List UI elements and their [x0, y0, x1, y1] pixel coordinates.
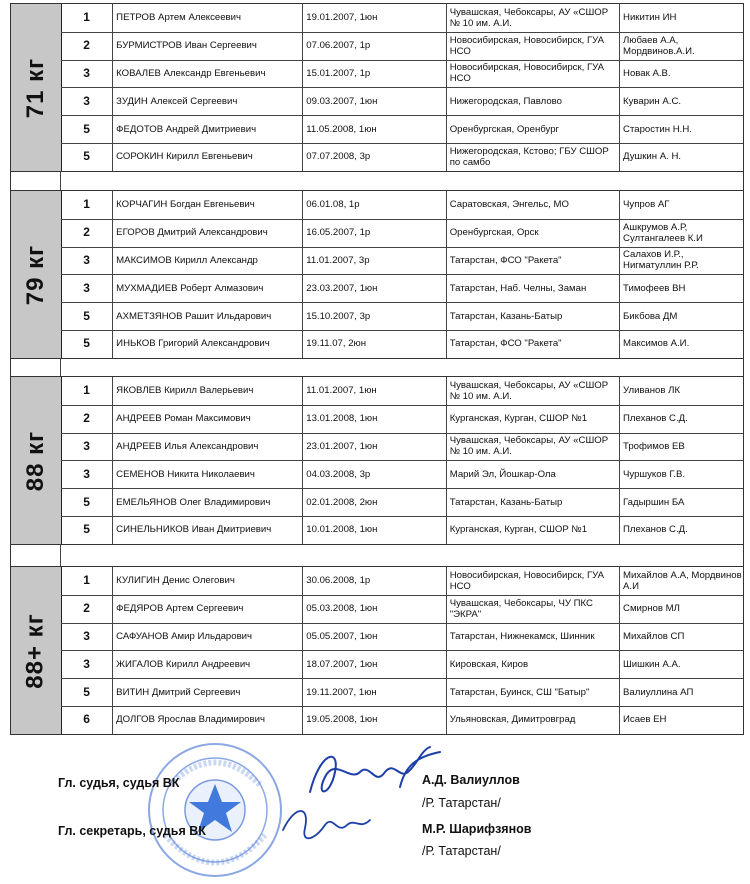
table-row: [61, 567, 743, 596]
weight-category-block: [10, 3, 744, 172]
dob-cell: 02.01.2008, 2юн: [303, 488, 446, 516]
weight-category-label: [11, 4, 62, 171]
table-row: [61, 143, 743, 171]
table-row: [61, 516, 743, 544]
name-cell: ЖИГАЛОВ Кирилл Андреевич: [113, 650, 303, 678]
region-cell: Оренбургская, Орск: [447, 219, 620, 247]
table-row: [61, 623, 743, 652]
secretary-signature: [275, 800, 385, 850]
place-cell: 3: [61, 623, 113, 651]
name-cell: МАКСИМОВ Кирилл Александр: [113, 247, 303, 275]
table-row: [61, 650, 743, 679]
name-cell: ИНЬКОВ Григорий Александрович: [113, 330, 303, 358]
name-cell: КОРЧАГИН Богдан Евгеньевич: [113, 191, 303, 219]
chief-judge-region: /Р. Татарстан/: [422, 796, 501, 810]
block-spacer: [10, 544, 744, 566]
coach-cell: Чупров АГ: [623, 199, 670, 211]
coach-cell: Валиуллина АП: [623, 686, 694, 698]
dob-cell: 19.05.2008, 1юн: [303, 706, 446, 734]
dob-cell: 23.03.2007, 1юн: [303, 274, 446, 302]
place-cell: 3: [61, 460, 113, 488]
region-cell: Чувашская, Чебоксары, АУ «СШОР № 10 им. А.И.: [447, 433, 620, 461]
region-cell: Татарстан, Нижнекамск, Шинник: [447, 623, 620, 651]
dob-cell: 19.11.2007, 1юн: [303, 678, 446, 706]
region-cell: Нижегородская, Кстово; ГБУ СШОР по самбо: [447, 143, 620, 171]
coach-cell: Любаев А.А, Мордвинов.А.И.: [623, 34, 695, 57]
name-cell: АХМЕТЗЯНОВ Рашит Ильдарович: [113, 302, 303, 330]
region-cell: Чувашская, Чебоксары, АУ «СШОР № 10 им. А.И.: [447, 4, 620, 32]
coach-cell: Куварин А.С.: [623, 95, 682, 107]
coach-cell: Исаев ЕН: [623, 714, 667, 726]
weight-category-label: [11, 191, 62, 358]
coach-cell: Новак А.В.: [623, 67, 671, 79]
name-cell: КУЛИГИН Денис Олегович: [113, 567, 303, 595]
name-cell: ВИТИН Дмитрий Сергеевич: [113, 678, 303, 706]
dob-cell: 05.05.2007, 1юн: [303, 623, 446, 651]
region-cell: Татарстан, ФСО "Ракета": [447, 247, 620, 275]
organization-stamp: [140, 740, 290, 880]
weight-category-block: [10, 566, 744, 735]
table-row: [61, 595, 743, 624]
dob-cell: 19.01.2007, 1юн: [303, 4, 446, 32]
name-cell: ФЕДЯРОВ Артем Сергеевич: [113, 595, 303, 623]
place-cell: 5: [61, 330, 113, 358]
table-row: [61, 302, 743, 331]
place-cell: 1: [61, 377, 113, 405]
place-cell: 5: [61, 143, 113, 171]
table-row: [61, 433, 743, 462]
coach-cell: Тимофеев ВН: [623, 282, 686, 294]
table-row: [61, 330, 743, 358]
place-cell: 3: [61, 433, 113, 461]
place-cell: 2: [61, 405, 113, 433]
dob-cell: 07.07.2008, 3р: [303, 143, 446, 171]
dob-cell: 11.01.2007, 3р: [303, 247, 446, 275]
coach-cell: Уливанов ЛК: [623, 385, 681, 397]
place-cell: 5: [61, 302, 113, 330]
dob-cell: 06.01.08, 1р: [303, 191, 446, 219]
name-cell: СЕМЕНОВ Никита Николаевич: [113, 460, 303, 488]
place-cell: 5: [61, 488, 113, 516]
region-cell: Татарстан, ФСО "Ракета": [447, 330, 620, 358]
weight-category-text: 88+ кг: [22, 612, 50, 689]
coach-cell: Чуршуков Г.В.: [623, 468, 686, 480]
name-cell: ПЕТРОВ Артем Алексеевич: [113, 4, 303, 32]
name-cell: СОРОКИН Кирилл Евгеньевич: [113, 143, 303, 171]
name-cell: КОВАЛЕВ Александр Евгеньевич: [113, 60, 303, 88]
dob-cell: 13.01.2008, 1юн: [303, 405, 446, 433]
name-cell: АНДРЕЕВ Роман Максимович: [113, 405, 303, 433]
place-cell: 2: [61, 219, 113, 247]
name-cell: ЯКОВЛЕВ Кирилл Валерьевич: [113, 377, 303, 405]
table-row: [61, 460, 743, 489]
weight-category-label: [11, 567, 62, 734]
coach-cell: Шишкин А.А.: [623, 658, 681, 670]
table-row: [61, 60, 743, 89]
region-cell: Татарстан, Казань-Батыр: [447, 488, 620, 516]
name-cell: ДОЛГОВ Ярослав Владимирович: [113, 706, 303, 734]
weight-category-text: 88 кг: [22, 430, 49, 491]
coach-cell: Плеханов С.Д.: [623, 524, 688, 536]
coach-cell: Бикбова ДМ: [623, 310, 678, 322]
dob-cell: 23.01.2007, 1юн: [303, 433, 446, 461]
coach-cell: Смирнов МЛ: [623, 603, 680, 615]
table-row: [61, 247, 743, 276]
place-cell: 6: [61, 706, 113, 734]
place-cell: 5: [61, 516, 113, 544]
region-cell: Марий Эл, Йошкар-Ола: [447, 460, 620, 488]
secretary-label: Гл. секретарь, судья ВК: [58, 824, 206, 838]
region-cell: Новосибирская, Новосибирск, ГУА НСО: [447, 60, 620, 88]
region-cell: Чувашская, Чебоксары, АУ «СШОР № 10 им. А.И.: [447, 377, 620, 405]
region-cell: Кировская, Киров: [447, 650, 620, 678]
chief-judge-name: А.Д. Валиуллов: [422, 773, 520, 787]
table-row: [61, 87, 743, 116]
dob-cell: 18.07.2007, 1юн: [303, 650, 446, 678]
region-cell: Ульяновская, Димитровград: [447, 706, 620, 734]
region-cell: Курганская, Курган, СШОР №1: [447, 405, 620, 433]
coach-cell: Гадыршин БА: [623, 496, 685, 508]
dob-cell: 11.01.2007, 1юн: [303, 377, 446, 405]
name-cell: АНДРЕЕВ Илья Александрович: [113, 433, 303, 461]
place-cell: 3: [61, 87, 113, 115]
block-spacer: [10, 171, 744, 190]
region-cell: Татарстан, Казань-Батыр: [447, 302, 620, 330]
chief-judge-label: Гл. судья, судья ВК: [58, 776, 180, 790]
coach-cell: Михайлов А.А, Мордвинов А.И: [623, 569, 742, 592]
coach-cell: Никитин ИН: [623, 12, 677, 24]
table-row: [61, 115, 743, 144]
place-cell: 1: [61, 191, 113, 219]
name-cell: САФУАНОВ Амир Ильдарович: [113, 623, 303, 651]
coach-cell: Ашкрумов А.Р, Султангалеев К.И: [623, 221, 703, 244]
dob-cell: 07.06.2007, 1р: [303, 32, 446, 60]
coach-cell: Салахов И.Р., Нигматуллин Р.Р.: [623, 249, 699, 272]
region-cell: Нижегородская, Павлово: [447, 87, 620, 115]
place-cell: 5: [61, 115, 113, 143]
table-row: [61, 405, 743, 434]
place-cell: 5: [61, 678, 113, 706]
dob-cell: 15.10.2007, 3р: [303, 302, 446, 330]
coach-cell: Душкин А. Н.: [623, 151, 682, 163]
place-cell: 1: [61, 567, 113, 595]
place-cell: 3: [61, 650, 113, 678]
region-cell: Новосибирская, Новосибирск, ГУА НСО: [447, 567, 620, 595]
name-cell: ФЕДОТОВ Андрей Дмитриевич: [113, 115, 303, 143]
region-cell: Татарстан, Буинск, СШ "Батыр": [447, 678, 620, 706]
weight-category-label: [11, 377, 62, 544]
dob-cell: 10.01.2008, 1юн: [303, 516, 446, 544]
name-cell: ЕГОРОВ Дмитрий Александрович: [113, 219, 303, 247]
table-row: [61, 4, 743, 33]
dob-cell: 04.03.2008, 3р: [303, 460, 446, 488]
name-cell: ЗУДИН Алексей Сергеевич: [113, 87, 303, 115]
place-cell: 2: [61, 595, 113, 623]
dob-cell: 16.05.2007, 1р: [303, 219, 446, 247]
coach-cell: Михайлов СП: [623, 630, 685, 642]
coach-cell: Трофимов ЕВ: [623, 440, 685, 452]
dob-cell: 19.11.07, 2юн: [303, 330, 446, 358]
coach-cell: Старостин Н.Н.: [623, 123, 692, 135]
block-spacer: [10, 358, 744, 376]
name-cell: ЕМЕЛЬЯНОВ Олег Владимирович: [113, 488, 303, 516]
region-cell: Чувашская, Чебоксары, ЧУ ПКС "ЭКРА": [447, 595, 620, 623]
weight-category-block: [10, 190, 744, 359]
region-cell: Новосибирская, Новосибирск, ГУА НСО: [447, 32, 620, 60]
weight-category-text: 71 кг: [22, 57, 49, 118]
weight-category-block: [10, 376, 744, 545]
weight-category-text: 79 кг: [22, 244, 49, 305]
name-cell: СИНЕЛЬНИКОВ Иван Дмитриевич: [113, 516, 303, 544]
region-cell: Саратовская, Энгельс, МО: [447, 191, 620, 219]
dob-cell: 09.03.2007, 1юн: [303, 87, 446, 115]
coach-cell: Плеханов С.Д.: [623, 413, 688, 425]
dob-cell: 15.01.2007, 1р: [303, 60, 446, 88]
table-row: [61, 706, 743, 734]
table-row: [61, 377, 743, 406]
place-cell: 3: [61, 247, 113, 275]
dob-cell: 05.03.2008, 1юн: [303, 595, 446, 623]
name-cell: БУРМИСТРОВ Иван Сергеевич: [113, 32, 303, 60]
table-row: [61, 219, 743, 248]
table-row: [61, 274, 743, 303]
table-row: [61, 191, 743, 220]
dob-cell: 11.05.2008, 1юн: [303, 115, 446, 143]
name-cell: МУХМАДИЕВ Роберт Алмазович: [113, 274, 303, 302]
place-cell: 1: [61, 4, 113, 32]
secretary-region: /Р. Татарстан/: [422, 844, 501, 858]
region-cell: Татарстан, Наб. Челны, Заман: [447, 274, 620, 302]
coach-cell: Максимов А.И.: [623, 338, 690, 350]
table-row: [61, 488, 743, 517]
place-cell: 3: [61, 274, 113, 302]
region-cell: Оренбургская, Оренбург: [447, 115, 620, 143]
place-cell: 3: [61, 60, 113, 88]
table-row: [61, 678, 743, 707]
region-cell: Курганская, Курган, СШОР №1: [447, 516, 620, 544]
dob-cell: 30.06.2008, 1р: [303, 567, 446, 595]
table-row: [61, 32, 743, 61]
secretary-name: М.Р. Шарифзянов: [422, 822, 532, 836]
place-cell: 2: [61, 32, 113, 60]
